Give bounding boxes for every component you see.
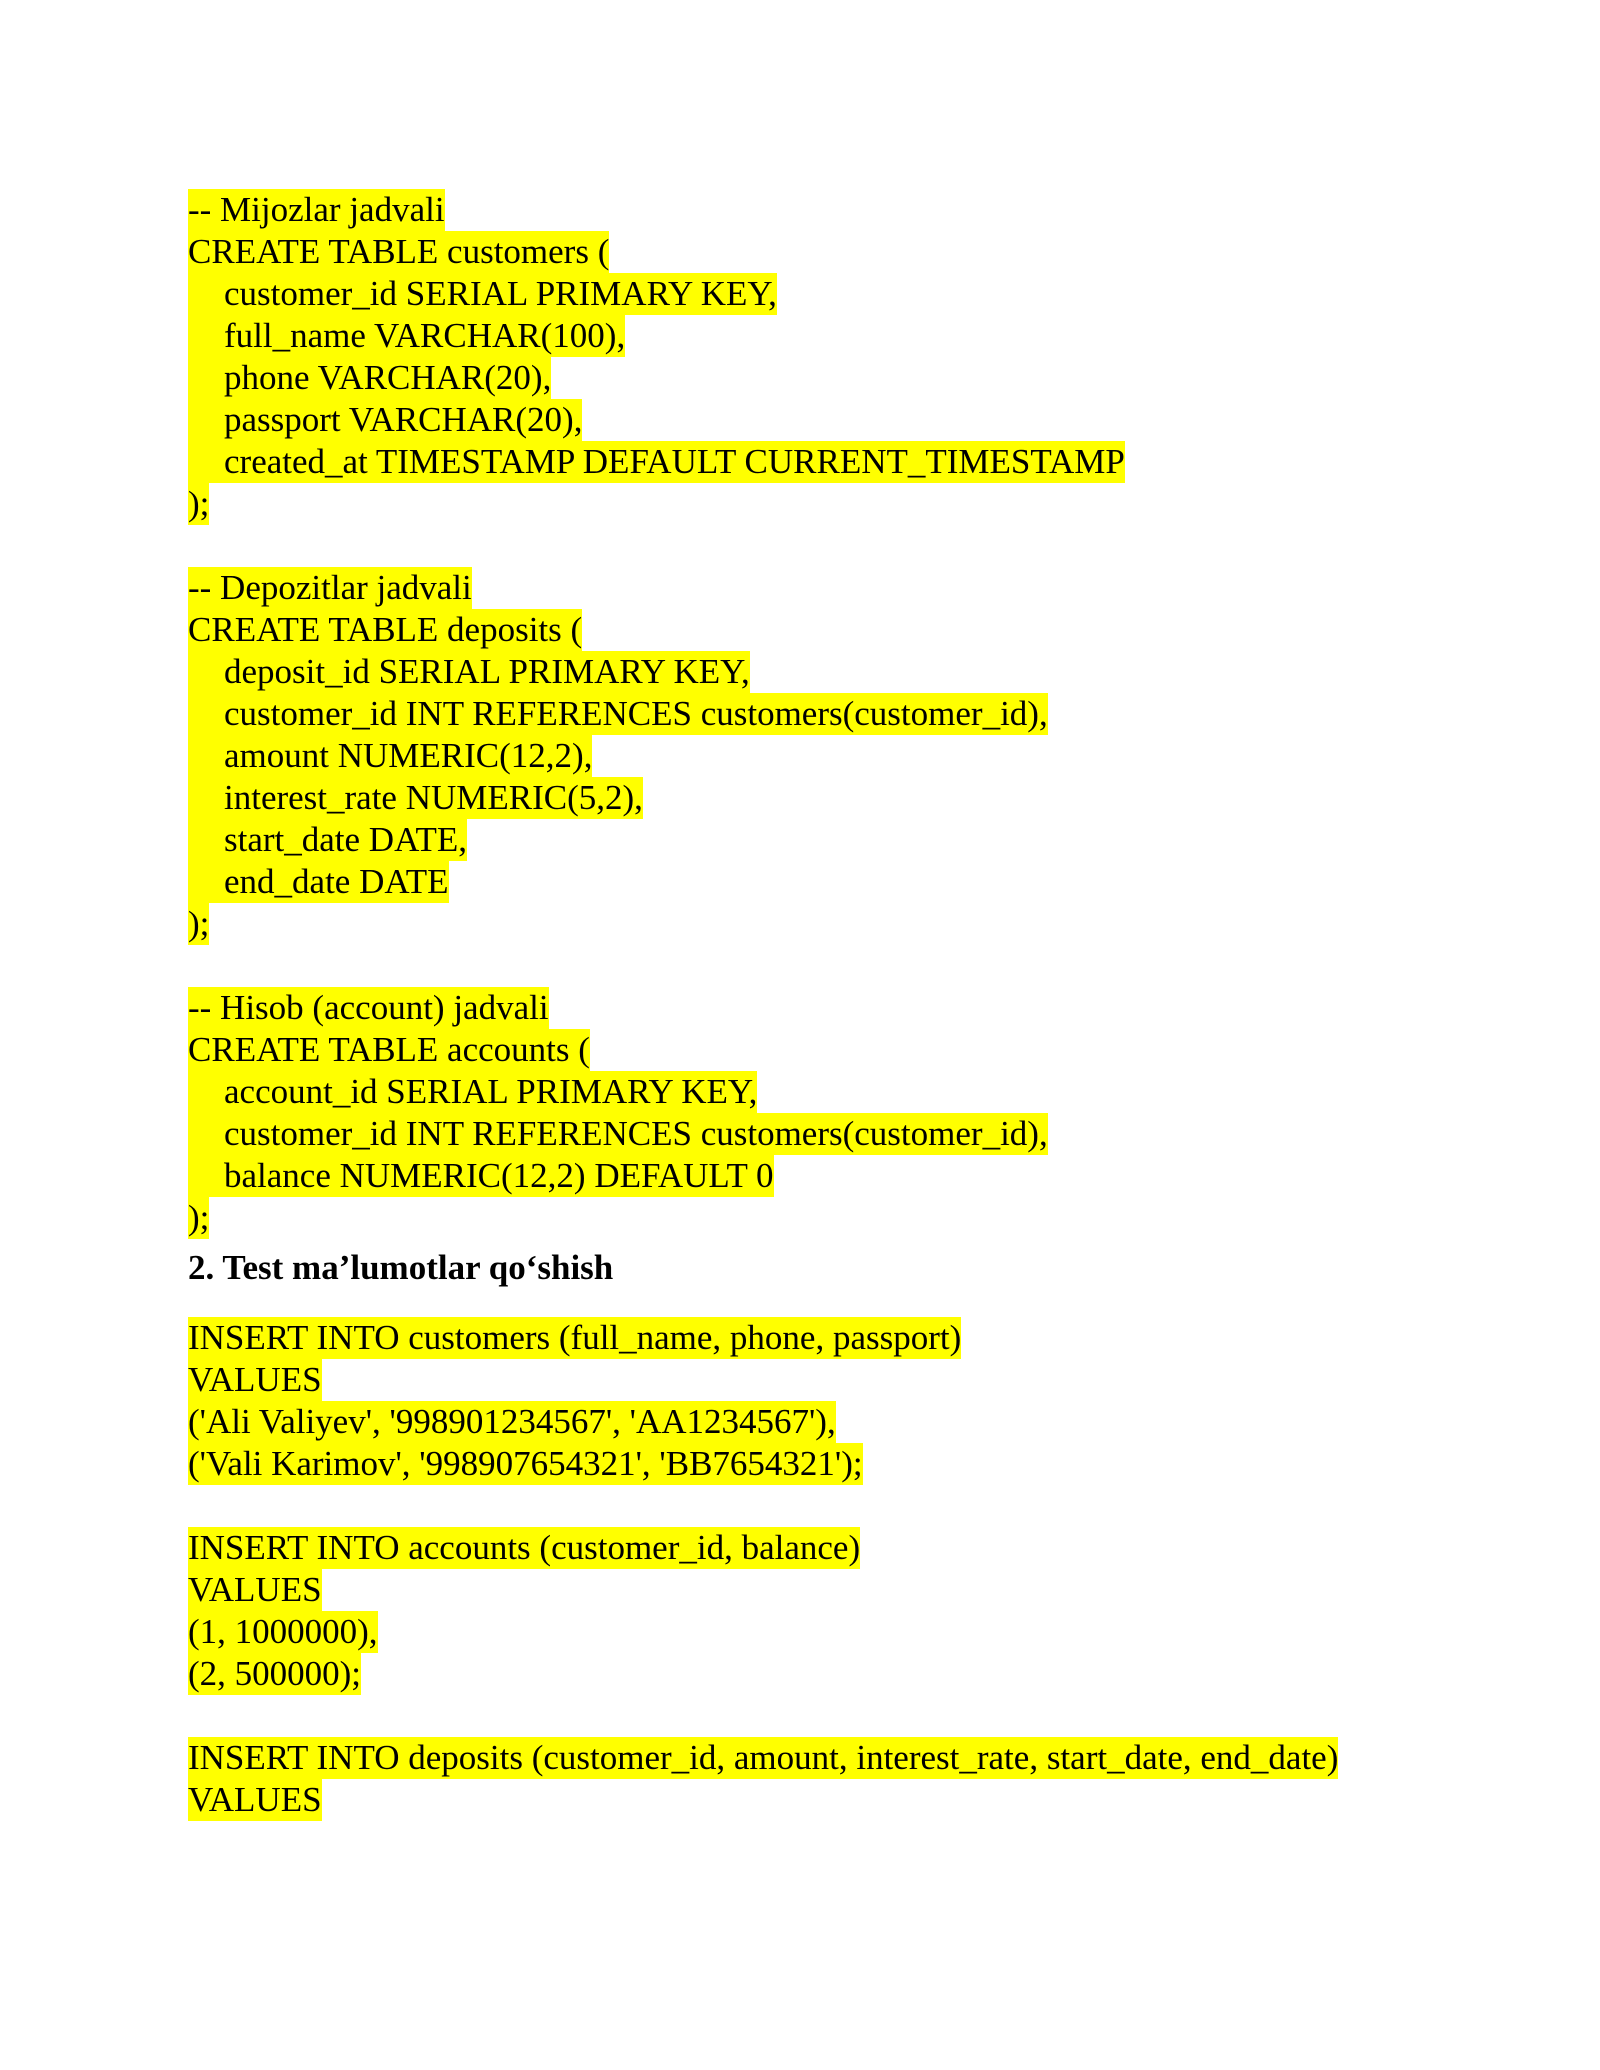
customers-column-line: customer_id SERIAL PRIMARY KEY, [188, 273, 777, 315]
values-keyword: VALUES [188, 1570, 322, 1609]
values-row: (1, 1000000), [188, 1612, 378, 1651]
customers-column-line: passport VARCHAR(20), [188, 399, 582, 441]
deposits-column-line: deposit_id SERIAL PRIMARY KEY, [188, 651, 750, 693]
document-content [188, 189, 1488, 1821]
spacer [188, 1695, 1488, 1737]
accounts-sql-block [188, 987, 1488, 1239]
accounts-column-line: balance NUMERIC(12,2) DEFAULT 0 [188, 1155, 774, 1197]
customers-column-line: full_name VARCHAR(100), [188, 315, 625, 357]
deposits-sql-block [188, 567, 1488, 945]
customers-column-line: created_at TIMESTAMP DEFAULT CURRENT_TIMESTAMP [188, 441, 1125, 483]
insert-customers-block [188, 1317, 1488, 1485]
section-heading: 2. Test ma’lumotlar qo‘shish [188, 1248, 614, 1287]
accounts-create-line: CREATE TABLE accounts ( [188, 1030, 590, 1069]
deposits-column-line: customer_id INT REFERENCES customers(customer_id), [188, 693, 1048, 735]
customers-column-line: phone VARCHAR(20), [188, 357, 551, 399]
customers-comment: -- Mijozlar jadvali [188, 190, 445, 229]
spacer [188, 945, 1488, 987]
insert-line: INSERT INTO customers (full_name, phone, passport) [188, 1318, 962, 1357]
spacer [188, 1485, 1488, 1527]
deposits-column-line: amount NUMERIC(12,2), [188, 735, 592, 777]
insert-accounts-block [188, 1527, 1488, 1695]
accounts-column-line: account_id SERIAL PRIMARY KEY, [188, 1071, 757, 1113]
values-row: (2, 500000); [188, 1654, 362, 1693]
deposits-create-line: CREATE TABLE deposits ( [188, 610, 583, 649]
values-row: ('Ali Valiyev', '998901234567', 'AA1234567'), [188, 1402, 836, 1441]
customers-close-line: ); [188, 484, 210, 523]
insert-deposits-block [188, 1737, 1488, 1821]
values-row: ('Vali Karimov', '998907654321', 'BB7654321'); [188, 1444, 863, 1483]
values-keyword: VALUES [188, 1360, 322, 1399]
spacer [188, 525, 1488, 567]
accounts-column-line: customer_id INT REFERENCES customers(customer_id), [188, 1113, 1048, 1155]
insert-line: INSERT INTO accounts (customer_id, balance) [188, 1528, 861, 1567]
insert-line: INSERT INTO deposits (customer_id, amount, interest_rate, start_date, end_date) [188, 1738, 1339, 1777]
values-keyword: VALUES [188, 1780, 322, 1819]
deposits-column-line: interest_rate NUMERIC(5,2), [188, 777, 643, 819]
customers-sql-block [188, 189, 1488, 525]
deposits-close-line: ); [188, 904, 210, 943]
deposits-comment: -- Depozitlar jadvali [188, 568, 472, 607]
deposits-column-line: end_date DATE [188, 861, 449, 903]
customers-create-line: CREATE TABLE customers ( [188, 232, 610, 271]
accounts-close-line: ); [188, 1198, 210, 1237]
accounts-comment: -- Hisob (account) jadvali [188, 988, 549, 1027]
deposits-column-line: start_date DATE, [188, 819, 467, 861]
